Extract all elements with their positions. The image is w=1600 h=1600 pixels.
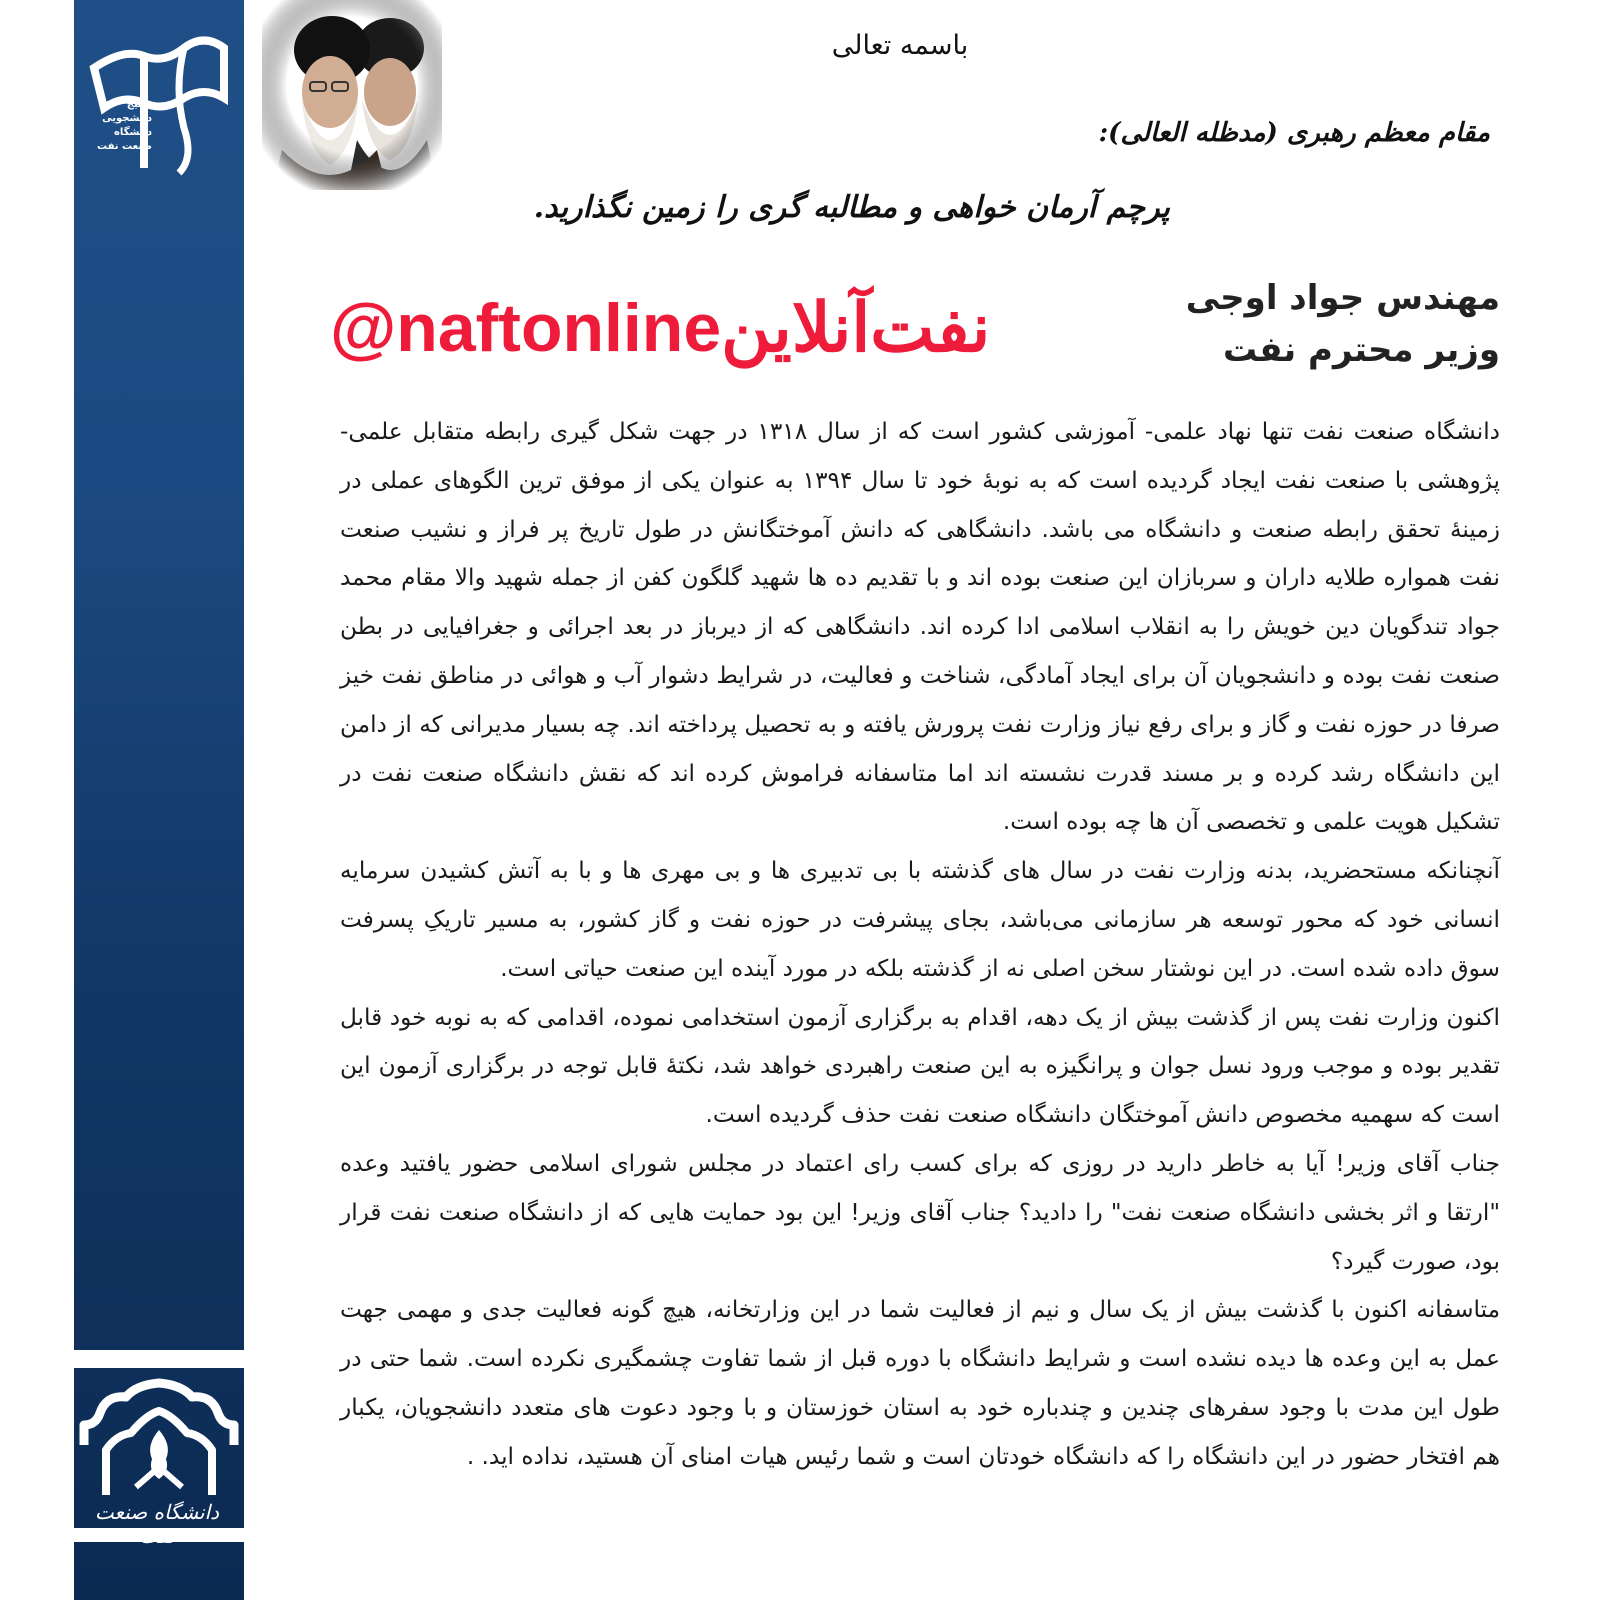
leader-quote: پرچم آرمان خواهی و مطالبه گری را زمین نگذارید. [533, 190, 1170, 225]
watermark-handle: @naftonline [330, 290, 722, 366]
quote-attribution: مقام معظم رهبری (مدظله العالی): [1098, 118, 1490, 148]
recipient-name: مهندس جواد اوجی [1185, 278, 1500, 318]
basij-logo-caption: بسیج دانشجویی دانشگاه صنعت نفت [97, 99, 152, 152]
recipient-title: وزیر محترم نفت [1222, 330, 1500, 370]
letter-paragraph: دانشگاه صنعت نفت تنها نهاد علمی- آموزشی کشور است که از سال ۱۳۱۸ در جهت شکل گیری رابطه متقابل علمی- پژوهشی با صنعت نفت ایجاد گردیده است که به نوبهٔ خود تا سال ۱۳۹۴ به عنوان یکی از موفق ترین الگوهای عملی در زمینهٔ تحقق رابطه صنعت و دانشگاه می باشد. دانشگاهی که دانش آموختگانش در طول تاریخ پر فراز و نشیب صنعت نفت همواره طلایه داران و سربازان این صنعت بوده اند و با تقدیم ده ها شهید گلگون کفن از جمله شهید والا مقام محمد جواد تندگویان دین خویش را به انقلاب اسلامی ادا کرده اند. دانشگاهی که از دیرباز در بعد اجرائی و جغرافیایی در بطن صنعت نفت بوده و دانشجویان آن برای ایجاد آمادگی، شناخت و فعالیت، در شرایط دشوار آب و هوائی در مناطق نفت خیز صرفا در حوزه نفت و گاز و برای رفع نیاز وزارت نفت پرورش یافته و به تحصیل پرداخته اند. چه بسیار مدیرانی که از دامن این دانشگاه رشد کرده و بر مسند قدرت نشسته اند اما متاسفانه فراموش کرده اند که نقش دانشگاه صنعت نفت در تشکیل هویت علمی و تخصصی آن ها چه بوده است. [340, 418, 1500, 836]
leaders-portrait-image [262, 0, 442, 190]
watermark-persian: نفت‌آنلاین [721, 290, 991, 366]
basmeh-heading: باسمه تعالی [831, 30, 969, 61]
university-logo-caption: دانشگاه صنعت نفت [94, 1500, 220, 1548]
band-divider [74, 1350, 244, 1368]
letter-paragraph: جناب آقای وزیر! آیا به خاطر دارید در روزی که برای کسب رای اعتماد در مجلس شورای اسلامی حضور یافتید وعده "ارتقا و اثر بخشی دانشگاه صنعت نفت" را دادید؟ جناب آقای وزیر! این بود حمایت هایی که از دانشگاه صنعت نفت قرار بود، صورت گیرد؟ [340, 1149, 1500, 1275]
letter-paragraph: متاسفانه اکنون با گذشت بیش از یک سال و نیم از فعالیت شما در این وزارتخانه، هیچ گونه فعالیت جدی و مهمی جهت عمل به این وعده ها دیده نشده است و شرایط دانشگاه با دوره قبل از شما تفاوت چشمگیری نکرده است. شما حتی در طول این مدت با وجود سفرهای چندین و چندباره خود به استان خوزستان و با وجود دعوت های متعدد دانشجویان، یکبار هم افتخار حضور در این دانشگاه را که دانشگاه خودتان است و شما رئیس هیات امنای آن هستید، نداده اید. . [340, 1296, 1500, 1470]
letter-body [340, 408, 1500, 1482]
letter-paragraph: آنچنانکه مستحضرید، بدنه وزارت نفت در سال های گذشته با بی تدبیری ها و بی مهری ها و با به آتش کشیدن سرمایه انسانی خود که محور توسعه هر سازمانی می‌باشد، بجای پیشرفت در حوزه نفت و گاز کشور، به مسیر تاریکِ پسرفت سوق داده شده است. در این نوشتار سخن اصلی نه از گذشته بلکه در مورد آینده این صنعت حیاتی است. [340, 857, 1500, 982]
naftonline-watermark [330, 288, 1090, 368]
recipient-block [1140, 272, 1500, 376]
letter-paragraph: اکنون وزارت نفت پس از گذشت بیش از یک دهه، اقدام به برگزاری آزمون استخدامی نموده، اقدامی که به نوبه خود قابل تقدیر بوده و موجب ورود نسل جوان و پرانگیزه به این صنعت راهبردی خواهد شد، نکتهٔ قابل توجه در برگزاری آزمون این است که سهمیه مخصوص دانش آموختگان دانشگاه صنعت نفت حذف گردیده است. [340, 1003, 1500, 1129]
